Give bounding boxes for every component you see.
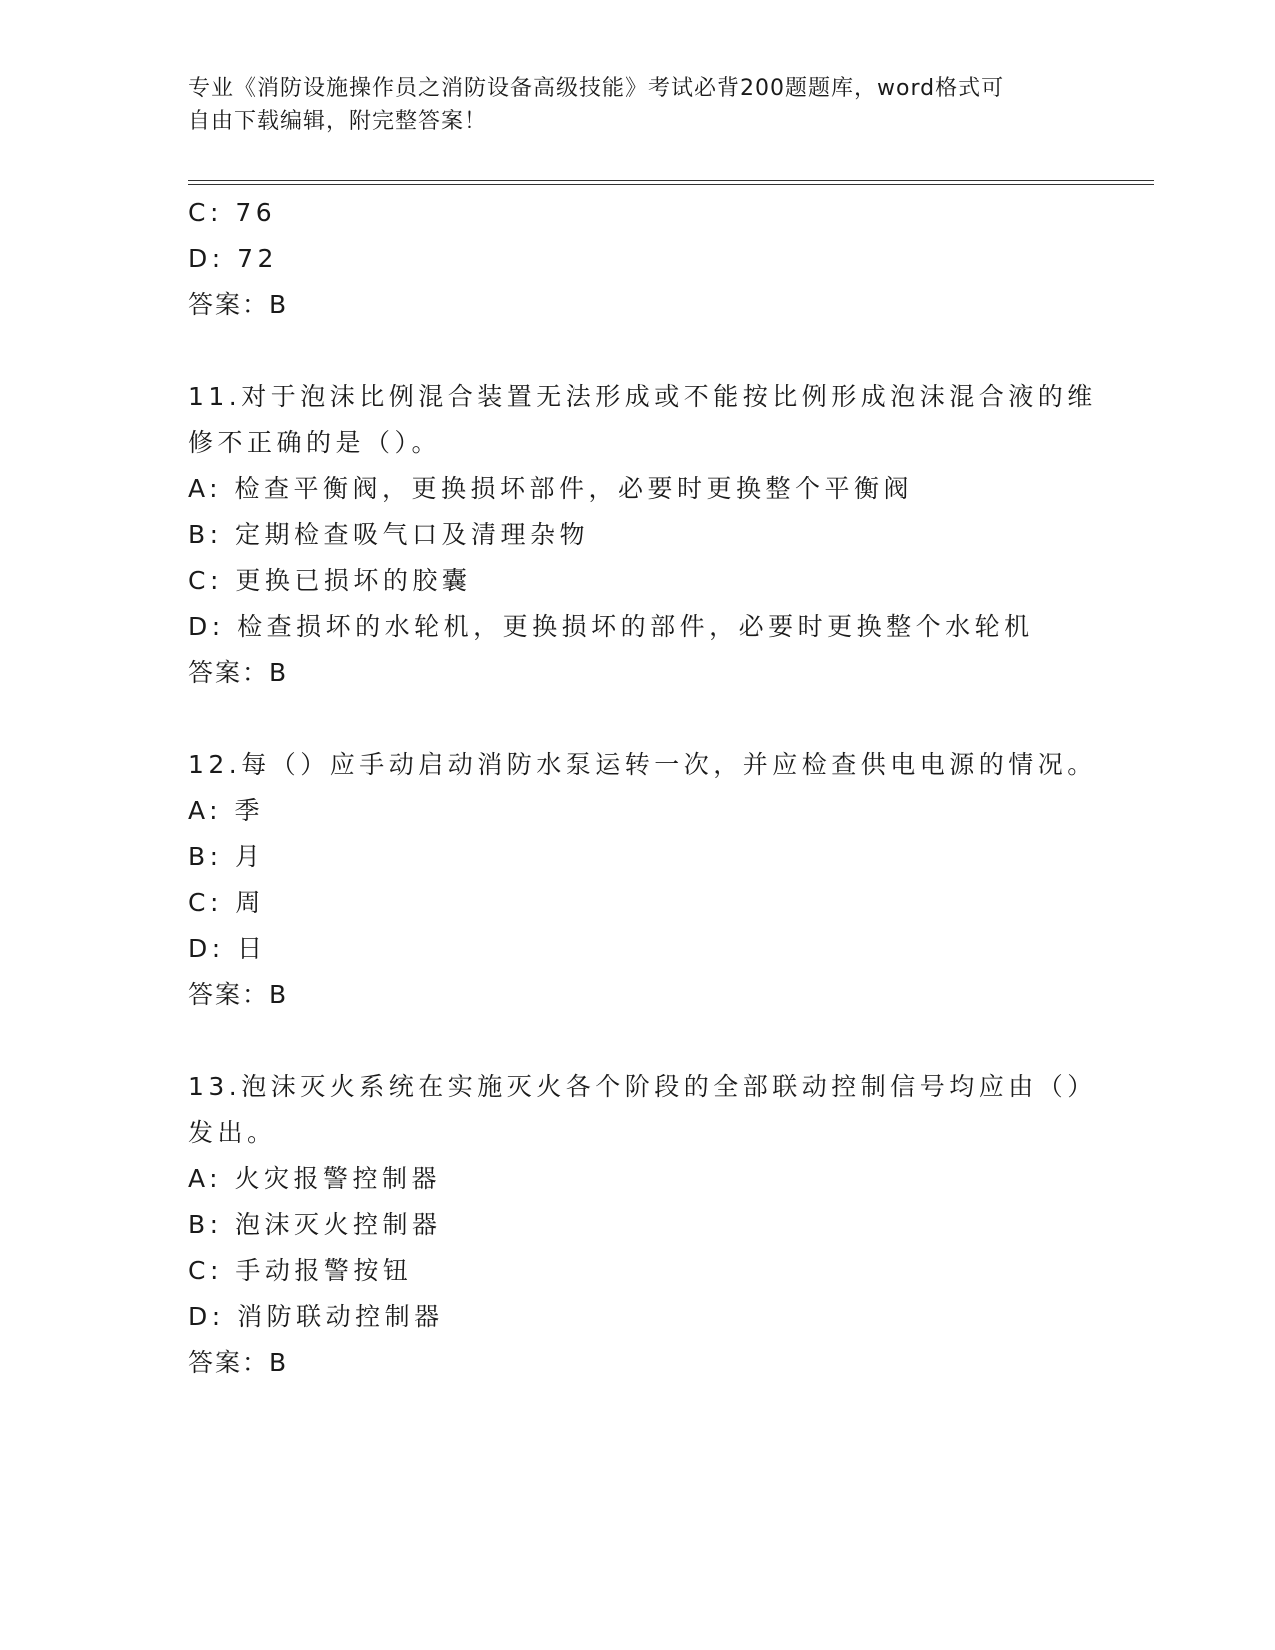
question-stem-line-2: 修不正确的是（）。 [188,428,442,457]
option-a: A: 火灾报警控制器 [188,1164,442,1193]
answer-line: 答案：B [188,290,289,319]
answer-line: 答案：B [188,1348,289,1377]
spacer [188,696,1148,742]
question-stem-line-1: 12.每（）应手动启动消防水泵运转一次，并应检查供电电源的情况。 [188,750,1097,779]
question-12 [188,742,1148,1018]
question-list [188,190,1148,1386]
header-title-line-1: 专业《消防设施操作员之消防设备高级技能》考试必背200题题库，word格式可 [188,76,1005,101]
answer-line: 答案：B [188,658,289,687]
question-10-continuation [188,190,1148,328]
spacer [188,328,1148,374]
option-b: B: 月 [188,842,265,871]
answer-line: 答案：B [188,980,289,1009]
header-divider-bottom [188,184,1154,185]
page-header [188,72,1088,138]
header-divider-top [188,180,1154,181]
option-d: D: 日 [188,934,267,963]
option-d: D: 72 [188,244,278,273]
spacer [188,1018,1148,1064]
option-c: C: 76 [188,198,277,227]
option-a: A: 检查平衡阀，更换损坏部件，必要时更换整个平衡阀 [188,474,914,503]
header-title-line-2: 自由下载编辑，附完整答案！ [188,109,488,134]
question-stem-line-1: 11.对于泡沫比例混合装置无法形成或不能按比例形成泡沫混合液的维 [188,382,1097,411]
question-stem-line-2: 发出。 [188,1118,277,1147]
question-11 [188,374,1148,696]
option-b: B: 定期检查吸气口及清理杂物 [188,520,590,549]
option-d: D: 消防联动控制器 [188,1302,444,1331]
option-c: C: 手动报警按钮 [188,1256,413,1285]
option-a: A: 季 [188,796,265,825]
option-c: C: 更换已损坏的胶囊 [188,566,472,595]
option-d: D: 检查损坏的水轮机，更换损坏的部件，必要时更换整个水轮机 [188,612,1034,641]
question-13 [188,1064,1148,1386]
question-stem-line-1: 13.泡沫灭火系统在实施灭火各个阶段的全部联动控制信号均应由（） [188,1072,1097,1101]
option-c: C: 周 [188,888,265,917]
option-b: B: 泡沫灭火控制器 [188,1210,442,1239]
